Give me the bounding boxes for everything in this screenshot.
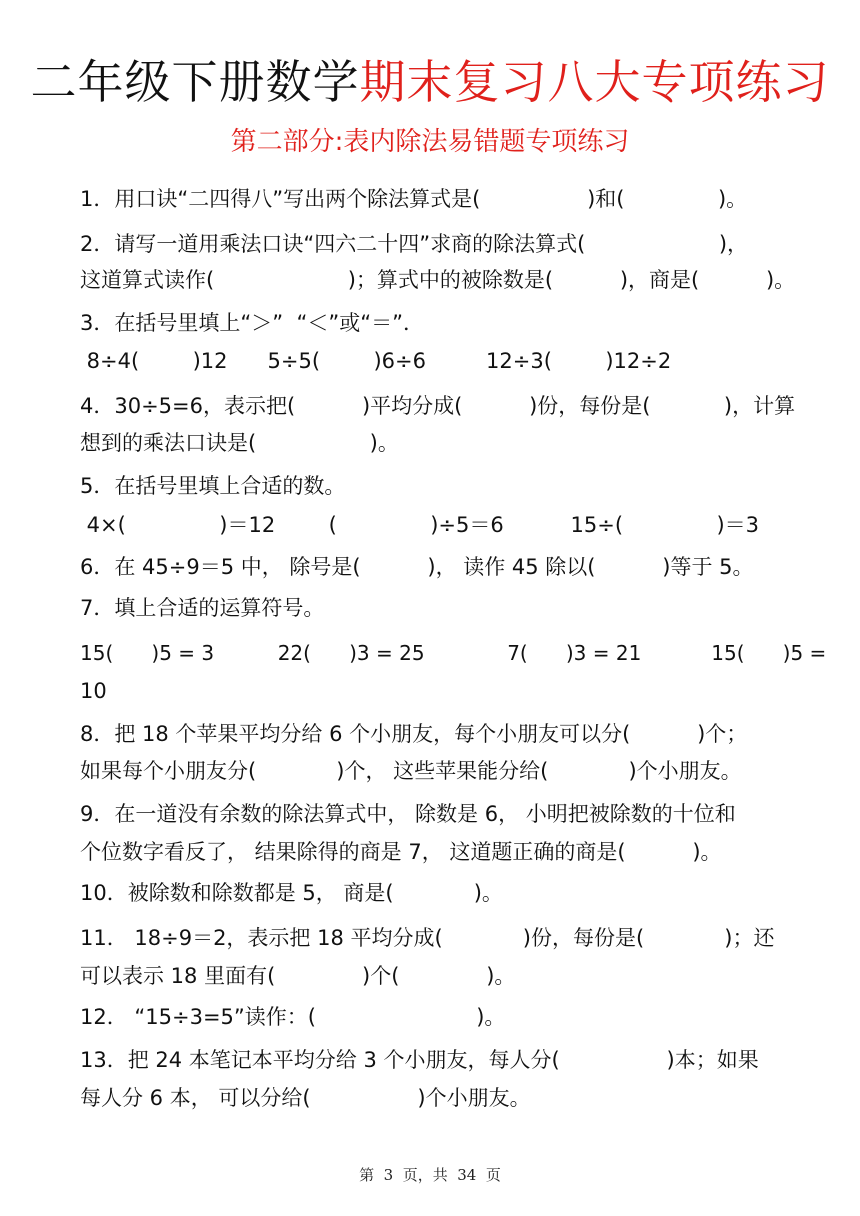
question-line: 想到的乘法口诀是( )。 — [80, 431, 399, 455]
question-line: 9．在一道没有余数的除法算式中， 除数是 6， 小明把被除数的十位和 — [80, 802, 736, 826]
question-line: 3．在括号里填上“＞” “＜”或“＝”． — [80, 311, 424, 335]
question-line: 11． 18÷9＝2，表示把 18 平均分成( )份，每份是( )；还 — [80, 926, 775, 950]
question-line: 7．填上合适的运算符号。 — [80, 596, 325, 620]
page-footer: 第 3 页，共 34 页 — [359, 1166, 501, 1184]
question-line: 4×( )＝12 ( )÷5＝6 15÷( )＝3 — [80, 513, 760, 537]
question-line: 10．被除数和除数都是 5， 商是( )。 — [80, 881, 503, 905]
question-line: 12． “15÷3=5”读作：( )。 — [80, 1005, 506, 1029]
title-part-1: 二年级下册数学 — [30, 55, 360, 109]
question-line: 8÷4( )12 5÷5( )6÷6 12÷3( )12÷2 — [80, 349, 672, 373]
question-line: 1．用口诀“二四得八”写出两个除法算式是( )和( )。 — [80, 187, 748, 211]
question-line: 5．在括号里填上合适的数。 — [80, 474, 346, 498]
question-line: 13．把 24 本笔记本平均分给 3 个小朋友，每人分( )本；如果 — [80, 1048, 759, 1072]
question-line: 每人分 6 本， 可以分给( )个小朋友。 — [80, 1086, 531, 1110]
question-line: 10 — [80, 679, 107, 703]
question-line: 4．30÷5=6，表示把( )平均分成( )份，每份是( )，计算 — [80, 394, 796, 418]
question-line: 2．请写一道用乘法口诀“四六二十四”求商的除法算式( )， — [80, 232, 749, 256]
question-line: 6．在 45÷9＝5 中， 除号是( )， 读作 45 除以( )等于 5。 — [80, 555, 754, 579]
section-subtitle: 第二部分:表内除法易错题专项练习 — [230, 127, 630, 157]
question-line: 15( )5 = 3 22( )3 = 25 7( )3 = 21 15( )5 = — [80, 641, 827, 665]
question-line: 可以表示 18 里面有( )个( )。 — [80, 964, 516, 988]
page-title — [0, 52, 860, 112]
question-line: 8．把 18 个苹果平均分给 6 个小朋友，每个小朋友可以分( )个； — [80, 722, 748, 746]
question-line: 这道算式读作( )；算式中的被除数是( )，商是( )。 — [80, 268, 796, 292]
title-part-2: 期末复习八大专项练习 — [359, 55, 830, 109]
question-line: 个位数字看反了， 结果除得的商是 7， 这道题正确的商是( )。 — [80, 840, 722, 864]
question-line: 如果每个小朋友分( )个， 这些苹果能分给( )个小朋友。 — [80, 759, 742, 783]
